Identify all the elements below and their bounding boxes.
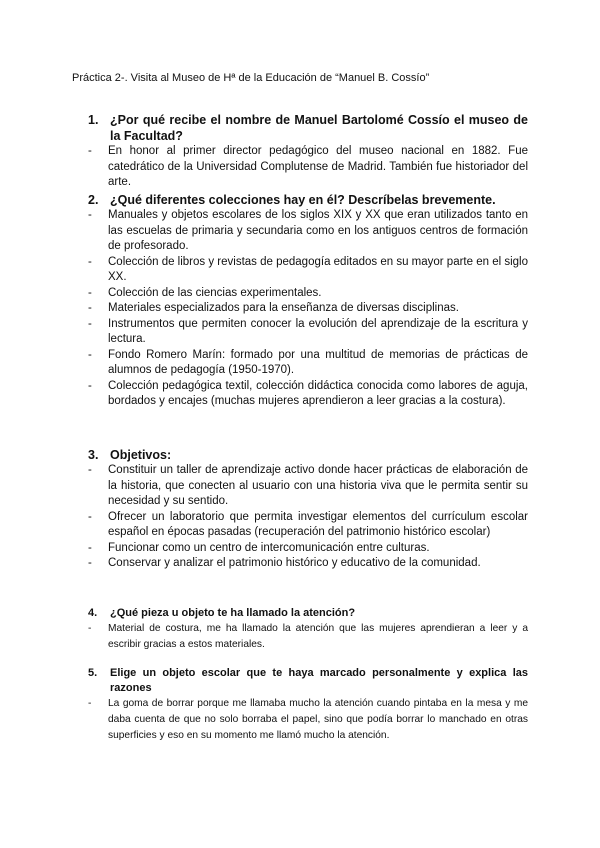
section-5	[88, 666, 528, 744]
question-text: ¿Qué diferentes colecciones hay en él? Descríbelas brevemente.	[110, 193, 496, 207]
question-number: 4.	[88, 607, 98, 619]
section-4	[88, 606, 528, 653]
question-text: ¿Qué pieza u objeto te ha llamado la atención?	[110, 607, 356, 619]
question-number: 5.	[88, 667, 98, 679]
answer-item: - Constituir un taller de aprendizaje activo donde hacer prácticas de elaboración de la historia, que conecten al usuario con una historia viva que le permita sentir su necesidad y su sentido.	[88, 463, 528, 510]
question-text: ¿Por qué recibe el nombre de Manuel Bartolomé Cossío el museo de la Facultad?	[110, 113, 528, 143]
question-number: 2.	[88, 193, 99, 207]
question-heading	[88, 666, 528, 696]
answer-item: - Materiales especializados para la enseñanza de diversas disciplinas.	[88, 301, 528, 317]
question-heading	[88, 192, 528, 208]
answer-item: - Material de costura, me ha llamado la atención que las mujeres aprendieran a leer y a escribir gracias a estos materiales.	[88, 621, 528, 653]
answer-item: - Manuales y objetos escolares de los siglos XIX y XX que eran utilizados tanto en las escuelas de primaria y secundaria como en los antiguos centros de formación de profesorado.	[88, 208, 528, 255]
question-heading	[88, 447, 528, 463]
answer-item: - Fondo Romero Marín: formado por una multitud de memorias de prácticas de alumnos de pedagogía (1950-1970).	[88, 348, 528, 379]
question-number: 1.	[88, 113, 99, 127]
question-text: Elige un objeto escolar que te haya marcado personalmente y explica las razones	[110, 667, 528, 694]
answer-item: - Colección de libros y revistas de pedagogía editados en su mayor parte en el siglo XX.	[88, 255, 528, 286]
document-title: Práctica 2-. Visita al Museo de Hª de la Educación de “Manuel B. Cossío”	[72, 72, 430, 84]
answer-item: - Ofrecer un laboratorio que permita investigar elementos del currículum escolar español en épocas pasadas (recuperación del patrimonio histórico escolar)	[88, 510, 528, 541]
section-3	[88, 447, 528, 572]
answer-list	[88, 463, 528, 572]
section-1	[88, 112, 528, 191]
answer-item: - En honor al primer director pedagógico del museo nacional en 1882. Fue catedrático de la Universidad Complutense de Madrid. También fue historiador del arte.	[88, 144, 528, 191]
answer-item: - Funcionar como un centro de intercomunicación entre culturas.	[88, 541, 528, 557]
answer-list	[88, 696, 528, 744]
question-number: 3.	[88, 448, 99, 462]
answer-item: - Conservar y analizar el patrimonio histórico y educativo de la comunidad.	[88, 556, 528, 572]
answer-item: - Colección pedagógica textil, colección didáctica conocida como labores de aguja, bordados y encajes (muchas mujeres aprendieron a leer gracias a la costura).	[88, 379, 528, 410]
answer-item: - La goma de borrar porque me llamaba mucho la atención cuando pintaba en la mesa y me daba cuenta de que no solo borraba el papel, sino que podía borrar lo manchado en otras superficies y eso en su momento me llamó mucho la atención.	[88, 696, 528, 744]
answer-item: - Colección de las ciencias experimentales.	[88, 286, 528, 302]
section-2	[88, 192, 528, 410]
answer-list	[88, 144, 528, 191]
answer-list	[88, 208, 528, 410]
answer-list	[88, 621, 528, 653]
question-text: Objetivos:	[110, 448, 172, 462]
question-heading	[88, 112, 528, 144]
question-heading	[88, 606, 528, 621]
answer-item: - Instrumentos que permiten conocer la evolución del aprendizaje de la escritura y lectura.	[88, 317, 528, 348]
